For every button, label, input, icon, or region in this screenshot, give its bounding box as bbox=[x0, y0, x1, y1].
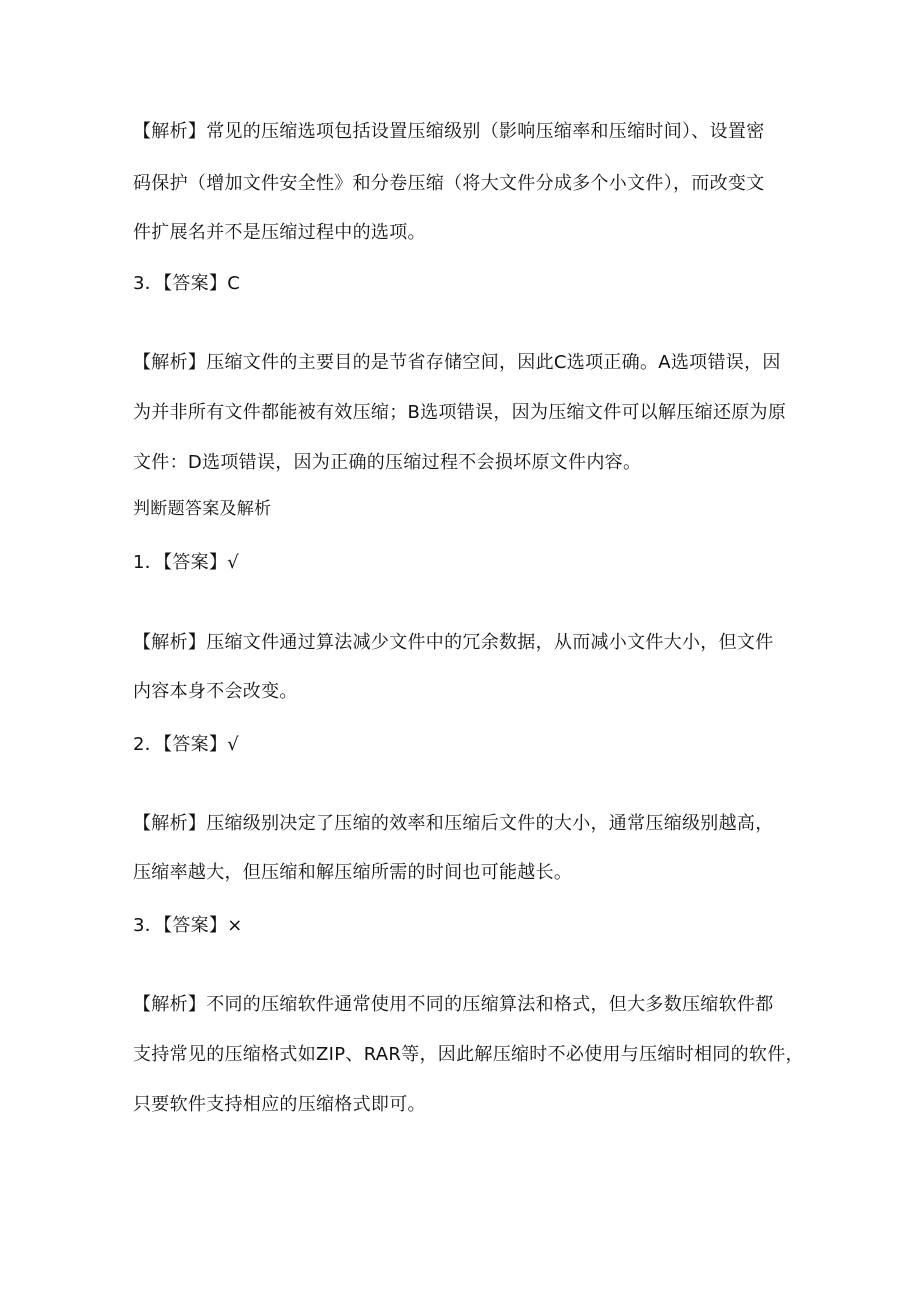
explanation-line: 码保护（增加文件安全性》和分卷压缩（将大文件分成多个小文件），而改变文 bbox=[133, 173, 765, 194]
answer-line: 3．【答案】C bbox=[133, 273, 241, 294]
explanation-line: 【解析】压缩文件的主要目的是节省存储空间，因此C选项正确。A选项错误，因 bbox=[133, 352, 781, 373]
explanation-line: 【解析】压缩级别决定了压缩的效率和压缩后文件的大小，通常压缩级别越高， bbox=[133, 813, 774, 834]
explanation-line: 【解析】不同的压缩软件通常使用不同的压缩算法和格式，但大多数压缩软件都 bbox=[133, 994, 774, 1015]
explanation-line: 支持常见的压缩格式如ZIP、RAR等，因此解压缩时不必使用与压缩时相同的软件， bbox=[133, 1044, 804, 1065]
explanation-line: 【解析】常见的压缩选项包括设置压缩级别（影响压缩率和压缩时间）、设置密 bbox=[133, 121, 765, 142]
section-heading: 判断题答案及解析 bbox=[133, 499, 272, 519]
answer-line: 2．【答案】√ bbox=[133, 734, 240, 755]
explanation-line: 只要软件支持相应的压缩格式即可。 bbox=[133, 1094, 426, 1115]
explanation-line: 件扩展名并不是压缩过程中的选项。 bbox=[133, 222, 426, 243]
explanation-line: 【解析】压缩文件通过算法减少文件中的冗余数据，从而减小文件大小，但文件 bbox=[133, 632, 774, 653]
explanation-line: 为并非所有文件都能被有效压缩；B选项错误，因为压缩文件可以解压缩还原为原 bbox=[133, 402, 787, 423]
explanation-line: 内容本身不会改变。 bbox=[133, 681, 298, 702]
explanation-line: 压缩率越大，但压缩和解压缩所需的时间也可能越长。 bbox=[133, 862, 573, 883]
explanation-line: 文件：D选项错误，因为正确的压缩过程不会损坏原文件内容。 bbox=[133, 452, 642, 473]
answer-line: 3．【答案】× bbox=[133, 915, 243, 936]
answer-line: 1．【答案】√ bbox=[133, 552, 240, 573]
